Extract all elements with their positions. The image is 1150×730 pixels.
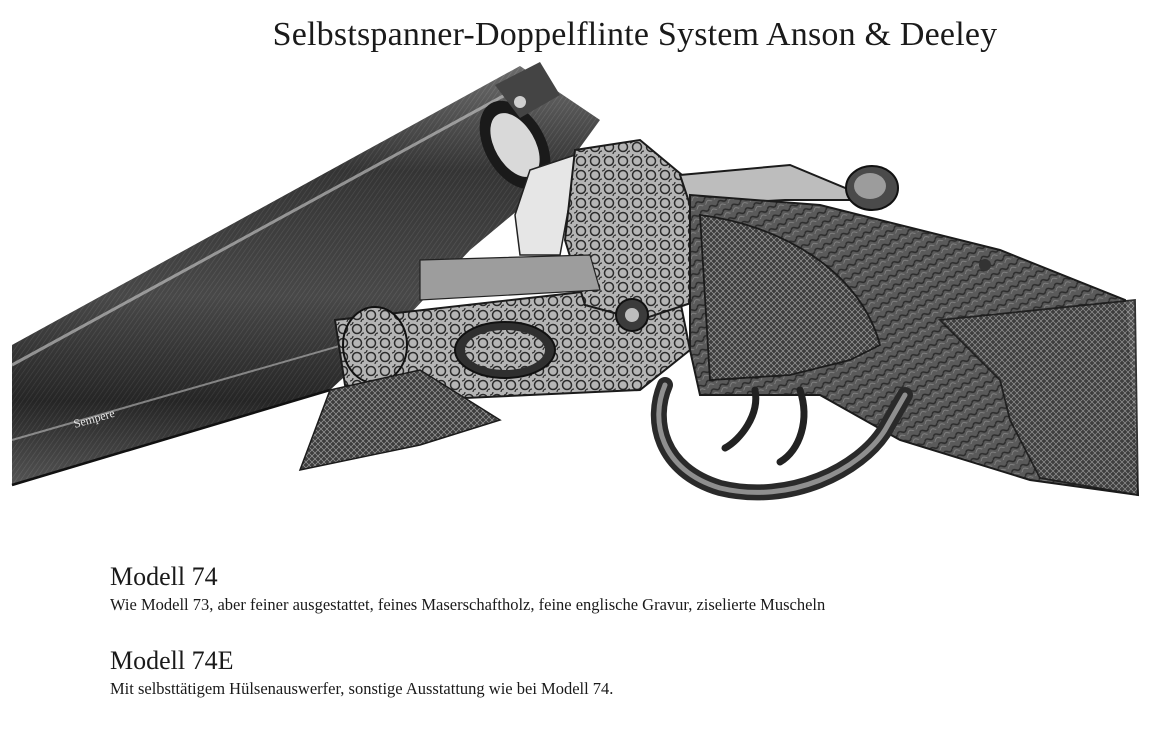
model-description: Wie Modell 73, aber feiner ausgestattet, feines Maserschaftholz, feine englische Gravur, ziselierte Muscheln — [110, 595, 826, 614]
stock — [690, 195, 1138, 495]
model-title: Modell 74 — [110, 562, 218, 591]
model-title: Modell 74E — [110, 646, 234, 675]
model-description: Mit selbsttätigem Hülsenauswerfer, sonstige Ausstattung wie bei Modell 74. — [110, 679, 614, 698]
barrel-mark: Sempere — [71, 405, 117, 431]
shotgun-illustration — [0, 62, 1150, 532]
model-74-section — [110, 562, 825, 616]
page-title: Selbstspanner-Doppelflinte System Anson & Deeley — [272, 16, 998, 53]
model-74e-section — [110, 646, 613, 700]
